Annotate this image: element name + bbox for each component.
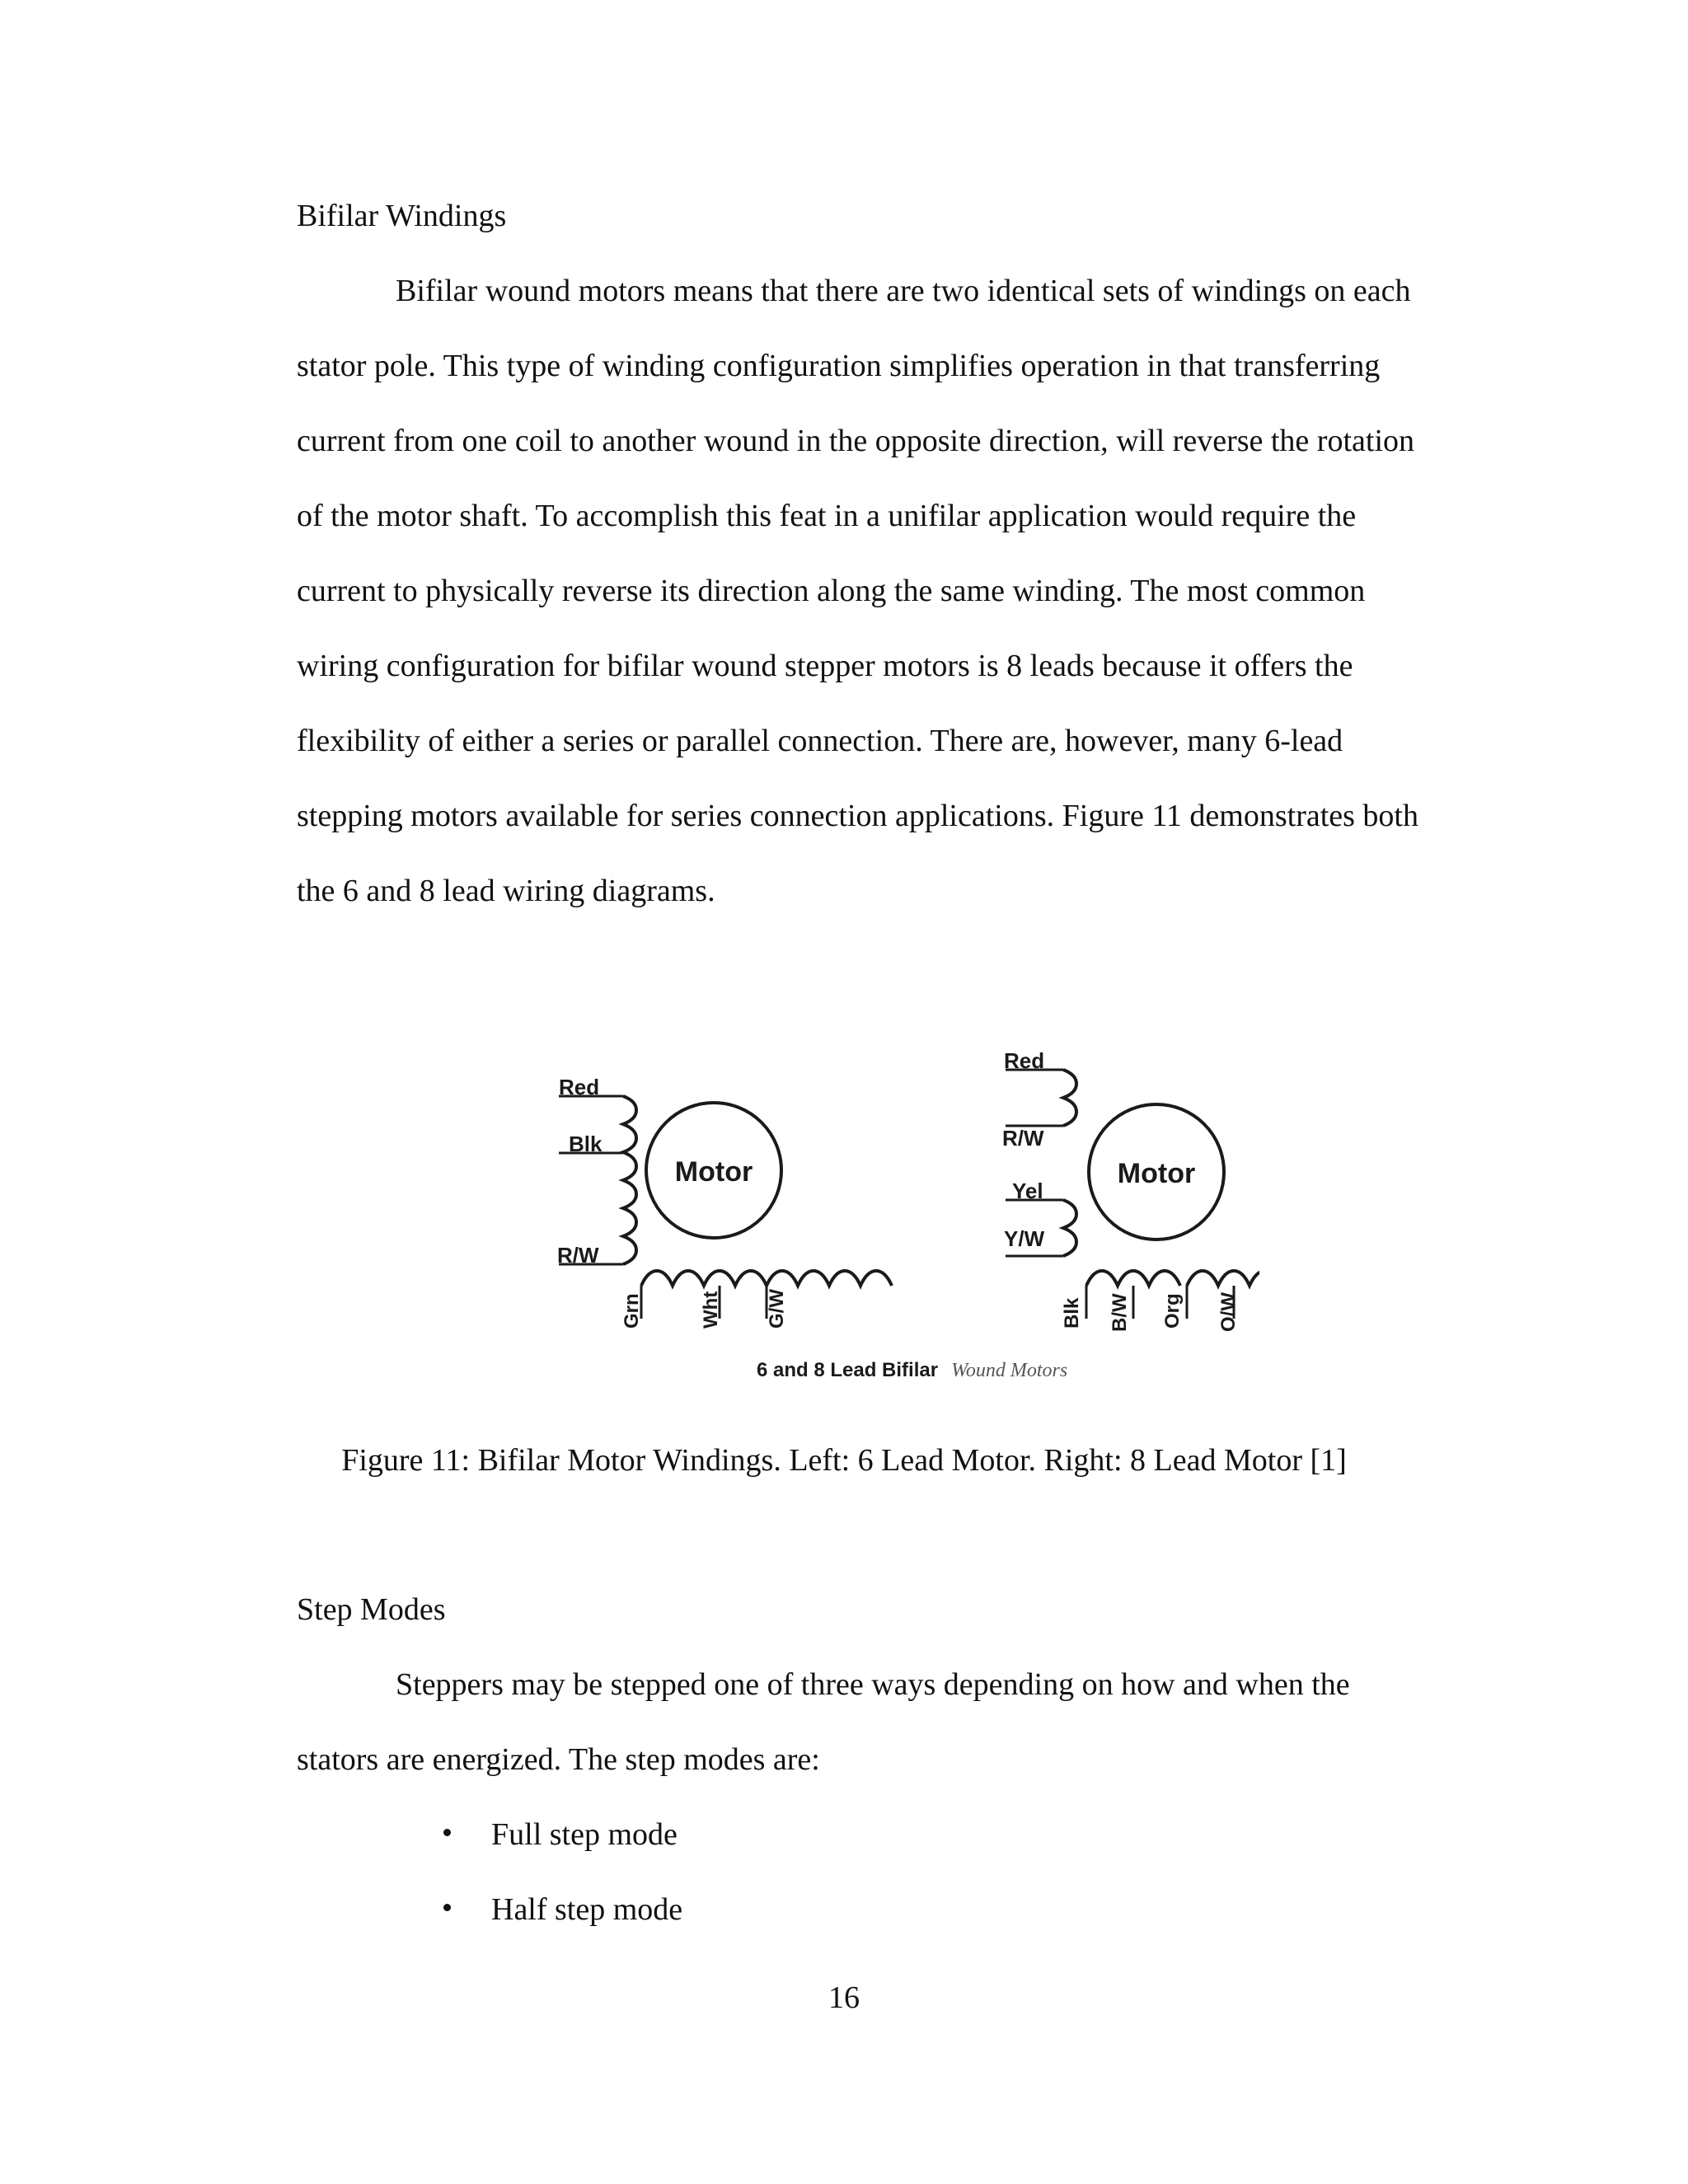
wiring-diagram-svg [518, 1047, 1259, 1393]
lead-label-org: Org [1161, 1293, 1184, 1329]
left-motor-label: Motor [674, 1156, 753, 1188]
page-number: 16 [828, 1980, 860, 2015]
paragraph-line: current to physically reverse its direction along the same winding. The most common [297, 574, 1366, 608]
lead-label-red: Red [1004, 1048, 1045, 1073]
lead-label-blk: Blk [569, 1132, 603, 1156]
lead-label-grn: Grn [621, 1293, 643, 1329]
lead-label-blk: Blk [1061, 1297, 1083, 1329]
lead-label-yel: Yel [1012, 1179, 1043, 1203]
paragraph-line: current from one coil to another wound in the opposite direction, will reverse the rotation [297, 424, 1414, 458]
left-bottom-coil [641, 1271, 892, 1286]
paragraph-line: Steppers may be stepped one of three ways depending on how and when the [396, 1667, 1350, 1702]
bullet-text: Half step mode [491, 1892, 683, 1927]
left-side-coil [623, 1096, 636, 1264]
right-bottom-coil-b [1187, 1271, 1259, 1286]
section-heading-bifilar-windings: Bifilar Windings [297, 199, 507, 233]
right-motor-label: Motor [1117, 1158, 1196, 1189]
figure-subtitle [757, 1359, 1067, 1381]
bullet-dot [443, 1829, 451, 1836]
paragraph-line: stator pole. This type of winding configuration simplifies operation in that transferring [297, 349, 1381, 383]
lead-label-rw: R/W [557, 1243, 599, 1268]
figure-caption: Figure 11: Bifilar Motor Windings. Left: 6 Lead Motor. Right: 8 Lead Motor [1] [341, 1443, 1347, 1478]
paragraph-line: the 6 and 8 lead wiring diagrams. [297, 874, 715, 908]
lead-label-rw: R/W [1002, 1126, 1044, 1151]
lead-label-wht: Wht [700, 1291, 722, 1329]
figure-subtitle-bold: 6 and 8 Lead Bifilar [757, 1359, 939, 1381]
right-upper-coil [1063, 1070, 1076, 1126]
bullet-dot [443, 1904, 451, 1911]
paragraph-line: of the motor shaft. To accomplish this feat in a unifilar application would require the [297, 499, 1357, 533]
lead-label-gw: G/W [766, 1289, 788, 1329]
section-heading-step-modes: Step Modes [297, 1592, 446, 1627]
paragraph-line: stepping motors available for series connection applications. Figure 11 demonstrates both [297, 799, 1418, 833]
figure-subtitle-italic: Wound Motors [951, 1360, 1068, 1381]
right-motor-diagram [1002, 1048, 1259, 1332]
lead-label-ow: O/W [1217, 1292, 1240, 1332]
bullet-text: Full step mode [491, 1817, 678, 1852]
right-lower-coil [1063, 1200, 1076, 1256]
lead-label-bw: B/W [1109, 1293, 1131, 1332]
right-bottom-coil-a [1086, 1271, 1180, 1286]
lead-label-red: Red [559, 1075, 600, 1099]
paragraph-line: flexibility of either a series or parallel connection. There are, however, many 6-lead [297, 724, 1343, 758]
figure-bifilar-wiring-diagram [518, 1047, 1259, 1393]
left-motor-diagram [557, 1075, 892, 1329]
paragraph-line: Bifilar wound motors means that there are two identical sets of windings on each [396, 274, 1411, 308]
paragraph-line: stators are energized. The step modes are: [297, 1742, 820, 1777]
paragraph-line: wiring configuration for bifilar wound stepper motors is 8 leads because it offers the [297, 649, 1353, 683]
lead-label-yw: Y/W [1004, 1226, 1045, 1251]
